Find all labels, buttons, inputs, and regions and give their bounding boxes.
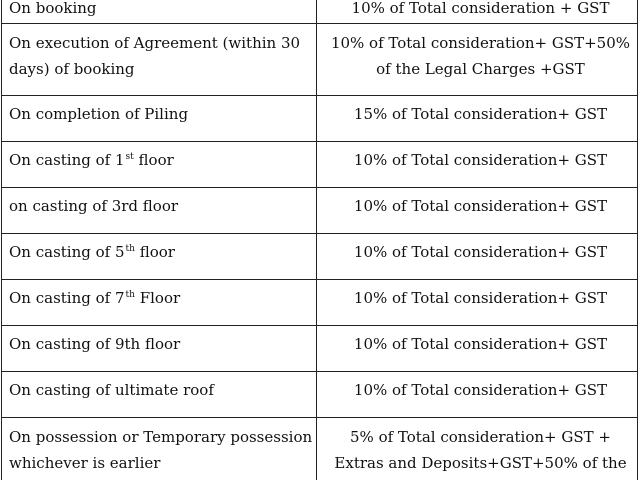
table-row [2,280,638,326]
stage-text: On casting of 1 [9,151,125,169]
amount-cell: 5% of Total consideration+ GST + Extras and Deposits+GST+50% of the [317,418,638,480]
table-row [2,188,638,234]
stage-cell: On casting of ultimate roof [2,372,317,418]
payment-schedule-table [1,0,638,480]
stage-cell: on casting of 3rd floor [2,188,317,234]
ordinal-suffix: st [125,152,134,162]
amount-cell: 10% of Total consideration+ GST [317,372,638,418]
amount-cell: 10% of Total consideration+ GST [317,234,638,280]
stage-cell: On possession or Temporary possession whichever is earlier [2,418,317,480]
stage-cell: On casting of 9th floor [2,326,317,372]
table-row [2,234,638,280]
amount-cell: 10% of Total consideration+ GST [317,142,638,188]
table-row [2,142,638,188]
stage-cell: On booking [2,0,317,24]
stage-cell [2,280,317,326]
table-row [2,372,638,418]
amount-cell: 10% of Total consideration + GST [317,0,638,24]
stage-cell [2,142,317,188]
stage-cell: On execution of Agreement (within 30 days) of booking [2,24,317,96]
ordinal-suffix: th [125,290,135,300]
stage-text: floor [134,243,175,261]
amount-cell: 10% of Total consideration+ GST+50% of the Legal Charges +GST [317,24,638,96]
stage-text: On casting of 5 [9,243,125,261]
amount-cell: 10% of Total consideration+ GST [317,188,638,234]
ordinal-suffix: th [125,244,135,254]
stage-text: floor [133,151,174,169]
stage-cell: On completion of Piling [2,96,317,142]
amount-cell: 10% of Total consideration+ GST [317,326,638,372]
table-row [2,418,638,480]
stage-text: On casting of 7 [9,289,125,307]
stage-text: Floor [134,289,181,307]
table-row [2,96,638,142]
amount-cell: 15% of Total consideration+ GST [317,96,638,142]
table-row [2,0,638,24]
amount-cell: 10% of Total consideration+ GST [317,280,638,326]
stage-cell [2,234,317,280]
table-row [2,326,638,372]
table-row [2,24,638,96]
